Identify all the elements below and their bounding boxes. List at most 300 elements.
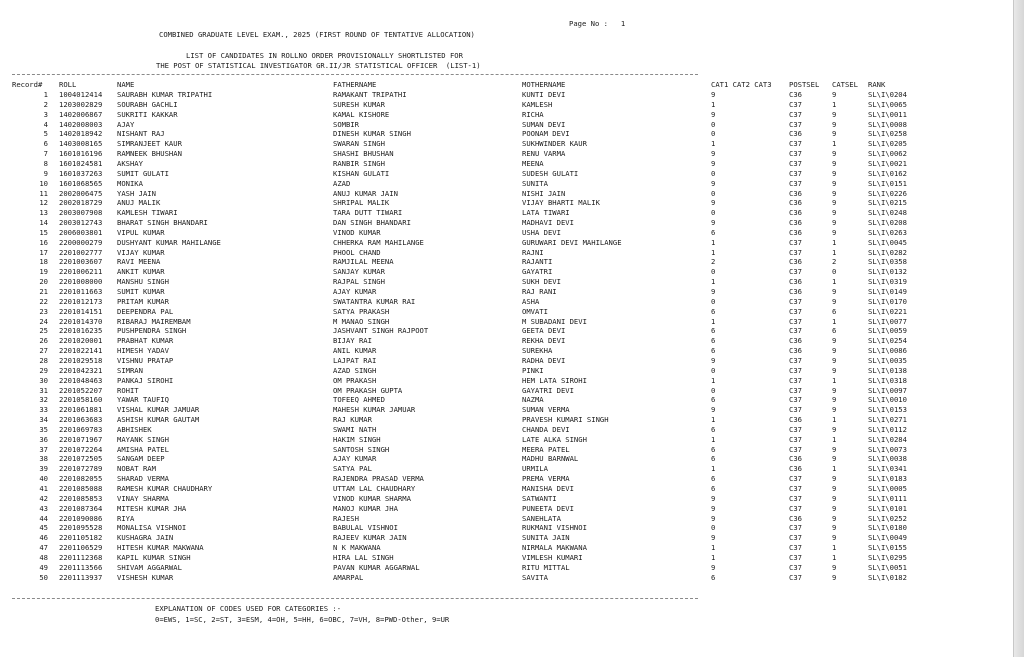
table-row <box>0 228 1014 238</box>
category-selected: 1 <box>832 247 837 257</box>
category-1: 0 <box>711 296 716 306</box>
record-number: 28 <box>39 355 48 365</box>
post-selected: C37 <box>789 365 802 375</box>
roll-number: 2201072264 <box>59 444 103 454</box>
rank: SL\I\0062 <box>868 149 907 159</box>
rank: SL\I\0180 <box>868 523 907 533</box>
record-number: 4 <box>43 119 48 129</box>
category-1: 0 <box>711 119 716 129</box>
post-selected: C37 <box>789 493 802 503</box>
candidate-name: VIPUL KUMAR <box>117 227 165 237</box>
category-selected: 1 <box>832 543 837 553</box>
roll-number: 1203002829 <box>59 99 103 109</box>
rank: SL\I\0208 <box>868 218 907 228</box>
roll-number: 2201014370 <box>59 316 103 326</box>
roll-number: 1402006867 <box>59 109 103 119</box>
rank: SL\I\0073 <box>868 444 907 454</box>
col-record: Record# <box>12 80 43 89</box>
record-number: 34 <box>39 415 48 425</box>
category-selected: 9 <box>832 405 837 415</box>
table-row <box>0 346 1014 356</box>
post-selected: C37 <box>789 158 802 168</box>
category-1: 1 <box>711 247 716 257</box>
rank: SL\I\0005 <box>868 484 907 493</box>
record-number: 25 <box>39 326 48 336</box>
father-name: SANJAY KUMAR <box>333 267 385 277</box>
record-number: 14 <box>39 218 48 228</box>
candidate-name: PRABHAT KUMAR <box>117 336 174 346</box>
post-selected: C37 <box>789 434 802 444</box>
candidate-name: NISHANT RAJ <box>117 129 165 139</box>
candidate-name: VIJAY KUMAR <box>117 247 165 257</box>
mother-name: RAJNI <box>522 247 544 257</box>
father-name: RAMJILAL MEENA <box>333 257 394 267</box>
rank: SL\I\0271 <box>868 415 907 425</box>
rank: SL\I\0162 <box>868 168 907 178</box>
mother-name: VIJAY BHARTI MALIK <box>522 198 600 208</box>
post-selected: C37 <box>789 474 802 484</box>
roll-number: 2201058160 <box>59 395 103 405</box>
mother-name: NISHI JAIN <box>522 188 566 198</box>
rank: SL\I\0021 <box>868 158 907 168</box>
father-name: SOMBIR <box>333 119 359 129</box>
table-row <box>0 120 1014 130</box>
roll-number: 1601016196 <box>59 149 103 159</box>
table-row <box>0 208 1014 218</box>
category-selected: 1 <box>832 434 837 444</box>
record-number: 49 <box>39 562 48 572</box>
table-row <box>0 356 1014 366</box>
roll-number: 2201011663 <box>59 287 103 296</box>
father-name: SATYA PRAKASH <box>333 306 390 316</box>
roll-number: 2201020001 <box>59 336 103 346</box>
mother-name: SUDESH GULATI <box>522 168 579 178</box>
father-name: AZAD SINGH <box>333 365 377 375</box>
post-selected: C36 <box>789 336 802 346</box>
record-number: 42 <box>39 493 48 503</box>
roll-number: 2201113937 <box>59 572 103 582</box>
rank: SL\I\0138 <box>868 365 907 375</box>
candidate-name: RAMESH KUMAR CHAUDHARY <box>117 484 213 493</box>
mother-name: KUNTI DEVI <box>522 90 566 99</box>
rank: SL\I\0045 <box>868 237 907 247</box>
post-selected: C36 <box>789 277 802 287</box>
post-selected: C37 <box>789 355 802 365</box>
roll-number: 1601037263 <box>59 168 103 178</box>
candidate-name: AKSHAY <box>117 158 143 168</box>
table-row <box>0 297 1014 307</box>
table-row <box>0 100 1014 110</box>
roll-number: 2201069783 <box>59 424 103 434</box>
record-number: 38 <box>39 454 48 464</box>
father-name: RAJENDRA PRASAD VERMA <box>333 474 424 484</box>
candidate-name: SHIVAM AGGARWAL <box>117 562 182 572</box>
record-number: 16 <box>39 237 48 247</box>
category-selected: 9 <box>832 129 837 139</box>
table-row <box>0 376 1014 386</box>
category-selected: 1 <box>832 99 837 109</box>
father-name: TARA DUTT TIWARI <box>333 208 403 218</box>
mother-name: GEETA DEVI <box>522 326 566 336</box>
mother-name: CHANDA DEVI <box>522 424 570 434</box>
category-selected: 9 <box>832 562 837 572</box>
category-selected: 9 <box>832 149 837 159</box>
candidate-name: ANUJ MALIK <box>117 198 161 208</box>
rank: SL\I\0248 <box>868 208 907 218</box>
mother-name: ASHA <box>522 296 540 306</box>
father-name: HAKIM SINGH <box>333 434 381 444</box>
category-codes: 0=EWS, 1=SC, 2=ST, 3=ESM, 4=OH, 5=HH, 6=OBC, 7=VH, 8=PWD-Other, 9=UR <box>155 615 450 624</box>
candidate-name: KAPIL KUMAR SINGH <box>117 552 191 562</box>
father-name: RAJEEV KUMAR JAIN <box>333 533 407 543</box>
candidate-name: ROHIT <box>117 385 139 395</box>
category-1: 9 <box>711 493 716 503</box>
mother-name: PREMA VERMA <box>522 474 570 484</box>
record-number: 37 <box>39 444 48 454</box>
post-selected: C37 <box>789 424 802 434</box>
father-name: N K MAKWANA <box>333 543 381 553</box>
category-1: 0 <box>711 385 716 395</box>
category-selected: 9 <box>832 346 837 356</box>
mother-name: OMVATI <box>522 306 548 316</box>
father-name: MANOJ KUMAR JHA <box>333 503 398 513</box>
category-1: 0 <box>711 168 716 178</box>
record-number: 44 <box>39 513 48 523</box>
table-row <box>0 435 1014 445</box>
record-number: 10 <box>39 178 48 188</box>
table-row <box>0 464 1014 474</box>
category-1: 9 <box>711 355 716 365</box>
father-name: OM PRAKASH <box>333 375 377 385</box>
roll-number: 2201112368 <box>59 552 103 562</box>
record-number: 31 <box>39 385 48 395</box>
father-name: PHOOL CHAND <box>333 247 381 257</box>
roll-number: 2201008000 <box>59 277 103 287</box>
candidate-name: RAMNEEK BHUSHAN <box>117 149 182 159</box>
category-selected: 9 <box>832 158 837 168</box>
col-roll: ROLL <box>59 80 77 89</box>
mother-name: MADHU BARNWAL <box>522 454 579 464</box>
father-name: BIJAY RAI <box>333 336 372 346</box>
category-1: 9 <box>711 218 716 228</box>
post-selected: C37 <box>789 139 802 149</box>
rank: SL\I\0155 <box>868 543 907 553</box>
table-row <box>0 248 1014 258</box>
category-1: 9 <box>711 158 716 168</box>
mother-name: SUREKHA <box>522 346 553 356</box>
table-row <box>0 405 1014 415</box>
mother-name: URMILA <box>522 464 548 474</box>
table-row <box>0 336 1014 346</box>
father-name: AZAD <box>333 178 351 188</box>
post-selected: C37 <box>789 267 802 277</box>
mother-name: PRAVESH KUMARI SINGH <box>522 415 609 425</box>
record-number: 39 <box>39 464 48 474</box>
roll-number: 2201090086 <box>59 513 103 523</box>
post-selected: C37 <box>789 562 802 572</box>
category-1: 1 <box>711 543 716 553</box>
category-selected: 9 <box>832 424 837 434</box>
candidate-name: VINAY SHARMA <box>117 493 169 503</box>
category-1: 1 <box>711 139 716 149</box>
father-name: JASHVANT SINGH RAJPOOT <box>333 326 429 336</box>
mother-name: M SUBADANI DEVI <box>522 316 587 326</box>
post-selected: C36 <box>789 415 802 425</box>
mother-name: PUNEETA DEVI <box>522 503 574 513</box>
candidate-name: AJAY <box>117 119 135 129</box>
post-selected: C37 <box>789 168 802 178</box>
mother-name: SUMAN DEVI <box>522 119 566 129</box>
rank: SL\I\0205 <box>868 139 907 149</box>
col-catsel: CATSEL <box>832 80 858 89</box>
father-name: ANIL KUMAR <box>333 346 377 356</box>
record-number: 9 <box>43 168 48 178</box>
father-name: SANTOSH SINGH <box>333 444 390 454</box>
rank: SL\I\0254 <box>868 336 907 346</box>
post-selected: C37 <box>789 572 802 582</box>
post-selected: C37 <box>789 326 802 336</box>
explanation-title: EXPLANATION OF CODES USED FOR CATEGORIES :- <box>155 604 342 613</box>
candidate-name: NOBAT RAM <box>117 464 156 474</box>
candidate-name: SOURABH GACHLI <box>117 99 178 109</box>
record-number: 3 <box>43 109 48 119</box>
category-1: 0 <box>711 129 716 139</box>
rank: SL\I\0151 <box>868 178 907 188</box>
category-1: 6 <box>711 227 716 237</box>
category-1: 9 <box>711 562 716 572</box>
table-row <box>0 563 1014 573</box>
father-name: VINOD KUMAR SHARMA <box>333 493 411 503</box>
category-1: 9 <box>711 405 716 415</box>
table-row <box>0 484 1014 494</box>
category-selected: 9 <box>832 178 837 188</box>
candidate-name: SUMIT KUMAR <box>117 287 165 296</box>
category-1: 1 <box>711 552 716 562</box>
candidate-name: VISHESH KUMAR <box>117 572 174 582</box>
rank: SL\I\0318 <box>868 375 907 385</box>
candidate-name: HIMESH YADAV <box>117 346 169 356</box>
post-selected: C36 <box>789 198 802 208</box>
roll-number: 2201006211 <box>59 267 103 277</box>
table-row <box>0 129 1014 139</box>
father-name: LAJPAT RAI <box>333 355 377 365</box>
mother-name: SANEHLATA <box>522 513 561 523</box>
roll-number: 2201085853 <box>59 493 103 503</box>
rank: SL\I\0086 <box>868 346 907 356</box>
candidate-name: SAURABH KUMAR TRIPATHI <box>117 90 213 99</box>
rank: SL\I\0204 <box>868 90 907 99</box>
list-title: LIST OF CANDIDATES IN ROLLNO ORDER PROVISIONALLY SHORTLISTED FOR <box>186 51 463 60</box>
rank: SL\I\0221 <box>868 306 907 316</box>
father-name: RAJ KUMAR <box>333 415 372 425</box>
record-number: 22 <box>39 296 48 306</box>
post-selected: C37 <box>789 533 802 543</box>
category-1: 1 <box>711 99 716 109</box>
table-row <box>0 189 1014 199</box>
roll-number: 2200000279 <box>59 237 103 247</box>
post-selected: C37 <box>789 444 802 454</box>
mother-name: RAJANTI <box>522 257 553 267</box>
table-row <box>0 159 1014 169</box>
table-row <box>0 90 1014 100</box>
category-1: 1 <box>711 415 716 425</box>
table-row <box>0 317 1014 327</box>
col-rank: RANK <box>868 80 886 89</box>
candidate-name: RAVI MEENA <box>117 257 161 267</box>
mother-name: MANISHA DEVI <box>522 484 574 493</box>
roll-number: 2201061881 <box>59 405 103 415</box>
category-selected: 9 <box>832 395 837 405</box>
roll-number: 2201014151 <box>59 306 103 316</box>
post-selected: C36 <box>789 346 802 356</box>
record-number: 40 <box>39 474 48 484</box>
record-number: 12 <box>39 198 48 208</box>
category-selected: 1 <box>832 237 837 247</box>
category-selected: 2 <box>832 257 837 267</box>
post-selected: C37 <box>789 99 802 109</box>
rank: SL\I\0049 <box>868 533 907 543</box>
father-name: SWAMI NATH <box>333 424 377 434</box>
record-number: 47 <box>39 543 48 553</box>
mother-name: KAMLESH <box>522 99 553 109</box>
record-number: 36 <box>39 434 48 444</box>
category-selected: 9 <box>832 287 837 296</box>
table-row <box>0 523 1014 533</box>
category-selected: 9 <box>832 444 837 454</box>
category-selected: 6 <box>832 326 837 336</box>
post-selected: C36 <box>789 188 802 198</box>
rank: SL\I\0112 <box>868 424 907 434</box>
category-1: 0 <box>711 523 716 533</box>
mother-name: RENU VARMA <box>522 149 566 159</box>
father-name: CHHERKA RAM MAHILANGE <box>333 237 424 247</box>
record-number: 24 <box>39 316 48 326</box>
category-1: 6 <box>711 454 716 464</box>
category-1: 9 <box>711 198 716 208</box>
category-1: 9 <box>711 109 716 119</box>
post-selected: C36 <box>789 90 802 99</box>
record-number: 17 <box>39 247 48 257</box>
record-number: 6 <box>43 139 48 149</box>
rank: SL\I\0051 <box>868 562 907 572</box>
category-selected: 9 <box>832 336 837 346</box>
table-row <box>0 474 1014 484</box>
candidate-name: PUSHPENDRA SINGH <box>117 326 187 336</box>
post-selected: C37 <box>789 484 802 493</box>
record-number: 15 <box>39 227 48 237</box>
col-name: NAME <box>117 80 135 89</box>
rank: SL\I\0170 <box>868 296 907 306</box>
rank: SL\I\0149 <box>868 287 907 296</box>
rank: SL\I\0097 <box>868 385 907 395</box>
category-1: 6 <box>711 474 716 484</box>
category-1: 1 <box>711 464 716 474</box>
table-row <box>0 139 1014 149</box>
rank: SL\I\0295 <box>868 552 907 562</box>
table-row <box>0 504 1014 514</box>
table-row <box>0 366 1014 376</box>
post-selected: C37 <box>789 119 802 129</box>
post-selected: C37 <box>789 523 802 533</box>
mother-name: RADHA DEVI <box>522 355 566 365</box>
rank: SL\I\0284 <box>868 434 907 444</box>
father-name: ANUJ KUMAR JAIN <box>333 188 398 198</box>
roll-number: 2201052207 <box>59 385 103 395</box>
exam-title: COMBINED GRADUATE LEVEL EXAM., 2025 (FIRST ROUND OF TENTATIVE ALLOCATION) <box>159 30 475 39</box>
category-1: 1 <box>711 237 716 247</box>
mother-name: MEENA <box>522 158 544 168</box>
mother-name: LATA TIWARI <box>522 208 570 218</box>
table-row <box>0 149 1014 159</box>
record-number: 41 <box>39 484 48 493</box>
rank: SL\I\0182 <box>868 572 907 582</box>
category-1: 1 <box>711 277 716 287</box>
post-selected: C37 <box>789 385 802 395</box>
mother-name: RICHA <box>522 109 544 119</box>
roll-number: 2201029518 <box>59 355 103 365</box>
mother-name: GURUWARI DEVI MAHILANGE <box>522 237 622 247</box>
category-selected: 9 <box>832 119 837 129</box>
category-selected: 6 <box>832 306 837 316</box>
post-selected: C36 <box>789 218 802 228</box>
rank: SL\I\0038 <box>868 454 907 464</box>
post-selected: C36 <box>789 129 802 139</box>
roll-number: 2201071967 <box>59 434 103 444</box>
category-1: 0 <box>711 365 716 375</box>
category-selected: 9 <box>832 296 837 306</box>
table-row <box>0 543 1014 553</box>
category-selected: 9 <box>832 484 837 493</box>
category-1: 9 <box>711 533 716 543</box>
mother-name: LATE ALKA SINGH <box>522 434 587 444</box>
roll-number: 2201002777 <box>59 247 103 257</box>
category-1: 2 <box>711 257 716 267</box>
father-name: OM PRAKASH GUPTA <box>333 385 403 395</box>
roll-number: 2003012743 <box>59 218 103 228</box>
roll-number: 2201105182 <box>59 533 103 543</box>
father-name: KAMAL KISHORE <box>333 109 390 119</box>
candidate-name: YASH JAIN <box>117 188 156 198</box>
rank: SL\I\0341 <box>868 464 907 474</box>
table-row <box>0 218 1014 228</box>
record-number: 11 <box>39 188 48 198</box>
candidate-name: ANKIT KUMAR <box>117 267 165 277</box>
mother-name: SUMAN VERMA <box>522 405 570 415</box>
roll-number: 2201072505 <box>59 454 103 464</box>
category-1: 6 <box>711 444 716 454</box>
record-number: 45 <box>39 523 48 533</box>
mother-name: SAVITA <box>522 572 548 582</box>
father-name: RAMAKANT TRIPATHI <box>333 90 407 99</box>
category-1: 6 <box>711 484 716 493</box>
father-name: TOFEEQ AHMED <box>333 395 385 405</box>
category-selected: 9 <box>832 513 837 523</box>
category-1: 9 <box>711 149 716 159</box>
father-name: VINOD KUMAR <box>333 227 381 237</box>
roll-number: 2006003801 <box>59 227 103 237</box>
post-selected: C37 <box>789 552 802 562</box>
table-row <box>0 287 1014 297</box>
category-selected: 9 <box>832 109 837 119</box>
candidate-name: KUSHAGRA JAIN <box>117 533 174 543</box>
roll-number: 2201042321 <box>59 365 103 375</box>
post-selected: C37 <box>789 296 802 306</box>
mother-name: NIRMALA MAKWANA <box>522 543 587 553</box>
father-name: AMARPAL <box>333 572 364 582</box>
rank: SL\I\0263 <box>868 227 907 237</box>
rank: SL\I\0035 <box>868 355 907 365</box>
candidate-name: RIYA <box>117 513 135 523</box>
